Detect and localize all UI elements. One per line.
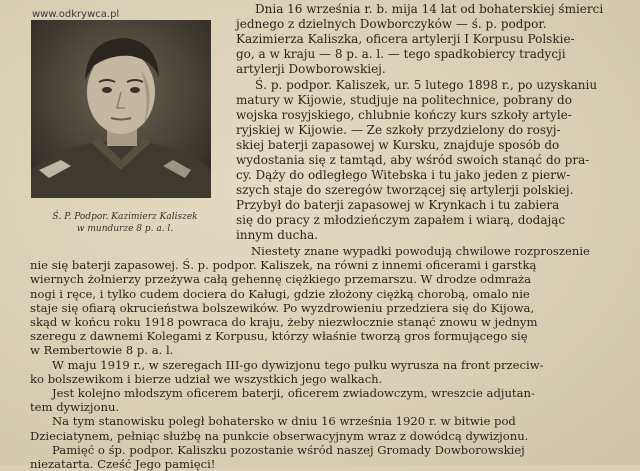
text-line: wojska rosyjskiego, chlubnie kończy kurs szkoły artyle- bbox=[236, 108, 572, 122]
caption-line: w mundurze 8 p. a. l. bbox=[76, 224, 174, 234]
caption-line: Ś. P. Podpor. Kazimierz Kaliszek bbox=[52, 212, 198, 222]
text-line: cy. Dąży do odległego Witebska i tu jako jeden z pierw- bbox=[236, 168, 571, 182]
text-line: staje się ofiarą okrucieństwa bolszewików. Po wyzdrowieniu przedziera się do Kijowa, bbox=[30, 300, 535, 315]
text-line: ko bolszewikom i bierze udział we wszystkich jego walkach. bbox=[30, 371, 383, 386]
photo-caption bbox=[30, 211, 220, 235]
text-line: wydostania się z tamtąd, aby wśród swoich stanąć do pra- bbox=[236, 153, 590, 167]
text-line: artylerji Dowborowskiej. bbox=[236, 62, 386, 76]
text-line: nogi i ręce, i tylko cudem dociera do Kaługi, gdzie złożony ciężką chorobą, omalo nie bbox=[30, 286, 530, 301]
text-line: Na tym stanowisku poległ bohatersko w dniu 16 września 1920 r. w bitwie pod bbox=[52, 414, 516, 429]
text-line: Przybył do baterji zapasowej w Krynkach i tu zabiera bbox=[236, 198, 560, 212]
text-line: niezatarta. Cześć Jego pamięci! bbox=[30, 457, 216, 471]
text-line: W maju 1919 r., w szeregach III-go dywizjonu tego pułku wyrusza na front przeciw- bbox=[52, 357, 544, 372]
text-line: innym ducha. bbox=[236, 228, 319, 242]
portrait-photo-icon bbox=[31, 20, 211, 198]
text-line: szeregu z dawnemi Kolegami z Korpusu, którzy właśnie tworzą gros formującego się bbox=[30, 329, 528, 344]
portrait-photo bbox=[31, 20, 211, 198]
text-line: matury w Kijowie, studjuje na politechnice, pobrany do bbox=[236, 93, 572, 107]
text-line: się do pracy z młodzieńczym zapałem i wiarą, dodając bbox=[236, 213, 566, 227]
text-line: Niestety znane wypadki powodują chwilowe rozproszenie bbox=[251, 244, 590, 258]
text-line: Kazimierza Kaliszka, oficera artylerji I Korpusu Polskie- bbox=[236, 32, 575, 46]
text-line: nie się baterji zapasowej. Ś. p. podpor. Kaliszek, na równi z innemi oficerami i garstką bbox=[30, 258, 537, 273]
text-line: Dnia 16 września r. b. mija 14 lat od bohaterskiej śmierci bbox=[255, 2, 604, 16]
text-line: Jest kolejno młodszym oficerem baterji, oficerem zwiadowczym, wreszcie adjutan- bbox=[52, 386, 535, 400]
text-line: wiernych żołnierzy przeżywa całą gehennę ciężkiego przemarszu. W drodze odmraża bbox=[30, 272, 532, 287]
text-line: w Rembertowie 8 p. a. l. bbox=[30, 343, 174, 358]
text-line: jednego z dzielnych Dowborczyków — ś. p. podpor. bbox=[236, 17, 547, 31]
text-line: Dzieciatynem, pełniąc służbę na punkcie obserwacyjnym wraz z dowódcą dywizjonu. bbox=[30, 428, 529, 443]
text-line: skiej baterji zapasowej w Kursku, znajduje sposób do bbox=[236, 138, 560, 152]
text-line: skąd w końcu roku 1918 powraca do kraju, żeby niezwłocznie stanąć znowu w jednym bbox=[30, 315, 538, 329]
text-line: Ś. p. podpor. Kaliszek, ur. 5 lutego 1898 r., po uzyskaniu bbox=[255, 78, 598, 92]
text-line: szych staje do szeregów tworzącej się artylerji polskiej. bbox=[236, 183, 574, 197]
watermark: www.odkrywca.pl bbox=[32, 9, 120, 20]
text-line: Pamięć o śp. podpor. Kaliszku pozostanie wśród naszej Gromady Dowborowskiej bbox=[52, 442, 525, 457]
text-line: tem dywizjonu. bbox=[30, 400, 120, 415]
text-line: ryjskiej w Kijowie. — Ze szkoły przydzielony do rosyj- bbox=[236, 123, 561, 137]
text-line: go, a w kraju — 8 p. a. l. — tego spadkobiercy tradycji bbox=[236, 47, 566, 61]
